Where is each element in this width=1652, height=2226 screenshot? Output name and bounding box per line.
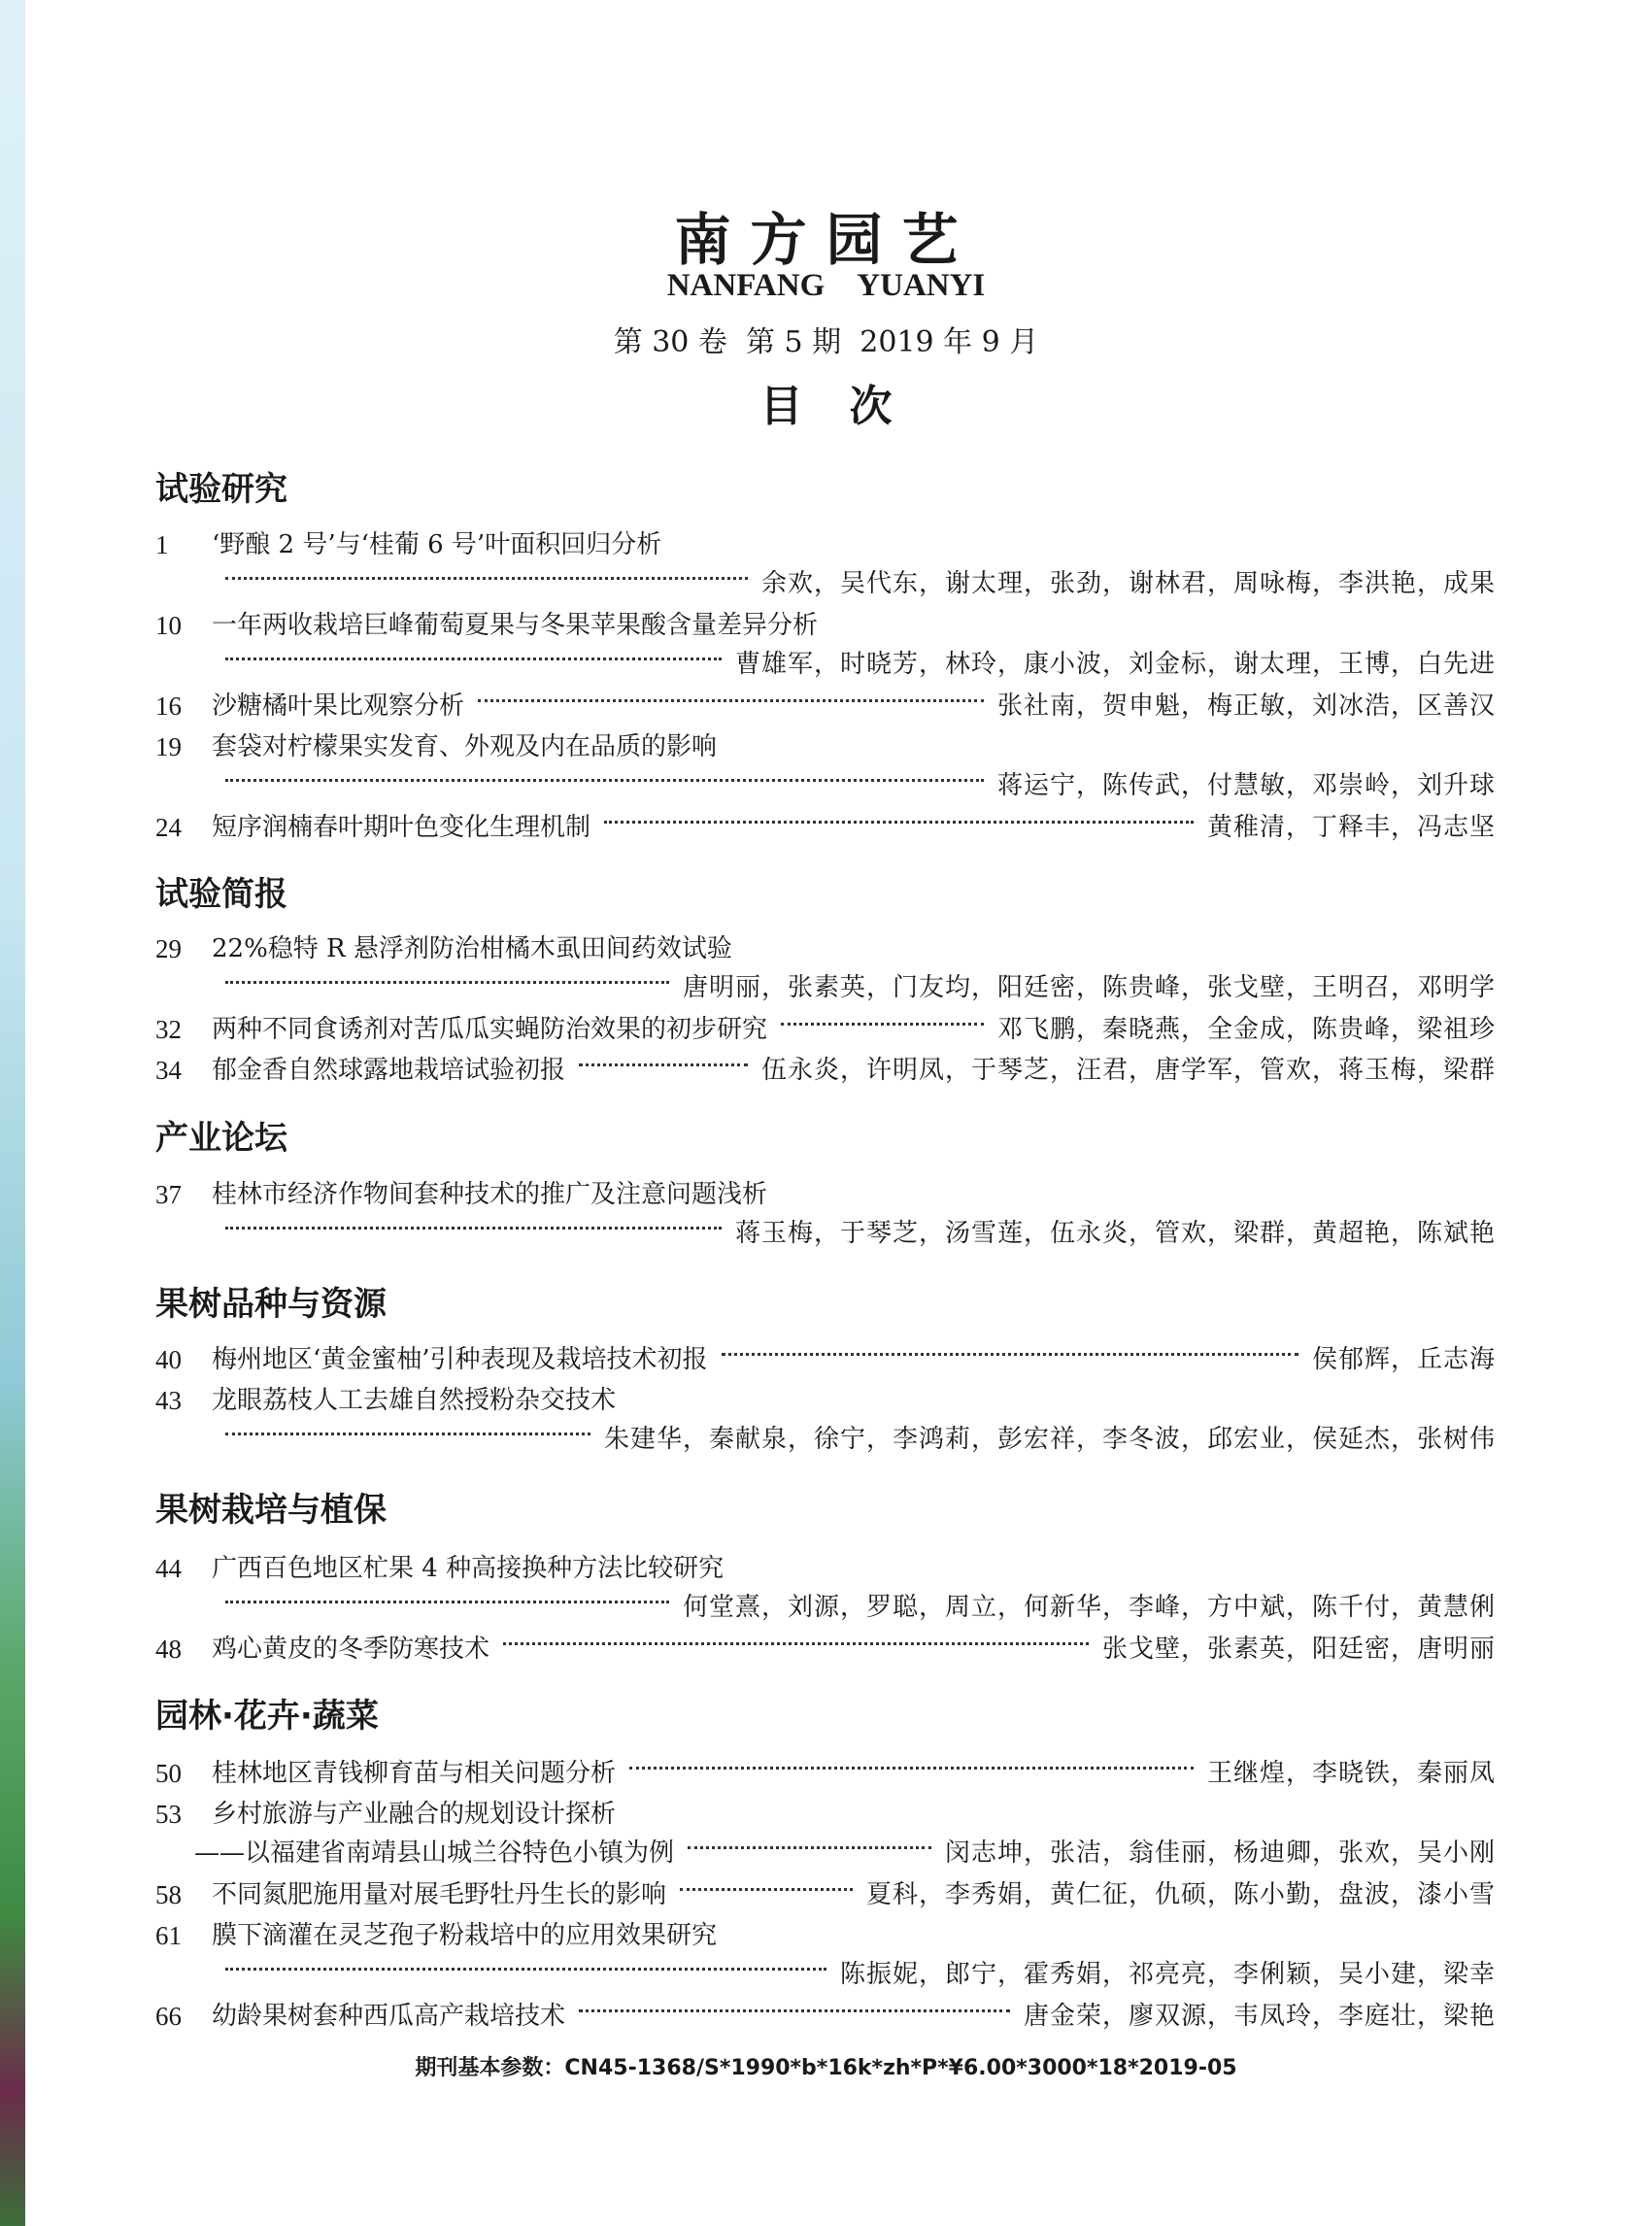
toc-entry[interactable] bbox=[155, 1997, 1496, 2036]
toc-entry[interactable] bbox=[155, 1795, 1496, 1872]
article-title: 22%稳特 R 悬浮剂防治柑橘木虱田间药效试验 bbox=[212, 934, 732, 963]
leader-dots bbox=[225, 577, 748, 580]
page-number: 50 bbox=[155, 1759, 182, 1788]
leader-dots bbox=[680, 1888, 853, 1891]
leader-dots bbox=[781, 1023, 984, 1026]
journal-pinyin: NANFANG YUANYI bbox=[666, 268, 986, 303]
leader-dots bbox=[629, 1767, 1194, 1770]
leader-dots bbox=[225, 658, 722, 660]
article-authors: 朱建华，秦献泉，徐宁，李鸿莉，彭宏祥，李冬波，邱宏业，侯延杰，张树伟 bbox=[603, 1425, 1496, 1454]
article-title: 沙糖橘叶果比观察分析 bbox=[212, 691, 465, 721]
leader-dots bbox=[225, 1601, 669, 1603]
article-title: 两种不同食诱剂对苦瓜瓜实蝇防治效果的初步研究 bbox=[212, 1015, 768, 1044]
page-number: 10 bbox=[155, 611, 182, 640]
article-authors: 王继煌，李晓铁，秦丽凤 bbox=[1206, 1759, 1496, 1788]
article-title: 膜下滴灌在灵芝孢子粉栽培中的应用效果研究 bbox=[212, 1921, 718, 1950]
leader-dots bbox=[225, 779, 984, 782]
article-authors: 陈振妮，郎宁，霍秀娟，祁亮亮，李俐颖，吴小建，梁幸 bbox=[839, 1960, 1496, 1989]
toc-entry[interactable] bbox=[155, 1630, 1496, 1669]
section-heading: 试验研究 bbox=[155, 470, 287, 509]
article-title: 套袋对柠檬果实发育、外观及内在品质的影响 bbox=[212, 732, 718, 761]
article-title: 鸡心黄皮的冬季防寒技术 bbox=[212, 1635, 490, 1664]
toc-entry[interactable] bbox=[155, 1175, 1496, 1253]
article-title: 桂林地区青钱柳育苗与相关问题分析 bbox=[212, 1759, 617, 1788]
leader-dots bbox=[579, 2009, 1010, 2012]
leader-dots bbox=[579, 1063, 748, 1066]
article-authors: 闵志坤，张洁，翁佳丽，杨迪卿，张欢，吴小刚 bbox=[944, 1838, 1496, 1868]
toc-entry[interactable] bbox=[155, 1754, 1496, 1793]
page-number: 1 bbox=[155, 530, 169, 559]
leader-dots bbox=[225, 1227, 722, 1230]
article-title: 短序润楠春叶期叶色变化生理机制 bbox=[212, 813, 591, 842]
article-title: 桂林市经济作物间套种技术的推广及注意问题浅析 bbox=[212, 1180, 768, 1209]
page-number: 16 bbox=[155, 691, 182, 721]
leader-dots bbox=[503, 1642, 1089, 1645]
article-title: 梅州地区‘黄金蜜柚’引种表现及栽培技术初报 bbox=[212, 1345, 708, 1374]
leader-dots bbox=[225, 981, 669, 984]
section-heading: 园林·花卉·蔬菜 bbox=[155, 1697, 379, 1736]
article-authors: 侯郁辉，丘志海 bbox=[1311, 1345, 1496, 1374]
leader-dots bbox=[478, 699, 984, 702]
page-number: 43 bbox=[155, 1386, 182, 1415]
article-authors: 张戈壁，张素英，阳廷密，唐明丽 bbox=[1101, 1635, 1496, 1664]
article-authors: 余欢，吴代东，谢太理，张劲，谢林君，周咏梅，李洪艳，成果 bbox=[760, 569, 1496, 598]
leader-dots bbox=[604, 821, 1194, 824]
toc-entry[interactable] bbox=[155, 1916, 1496, 1994]
leader-dots bbox=[225, 1433, 590, 1435]
article-title: 龙眼荔枝人工去雄自然授粉杂交技术 bbox=[212, 1386, 617, 1415]
article-authors: 唐明丽，张素英，门友均，阳廷密，陈贵峰，张戈壁，王明召，邓明学 bbox=[682, 973, 1496, 1002]
toc-entry[interactable] bbox=[155, 727, 1496, 805]
article-title: 不同氮肥施用量对展毛野牡丹生长的影响 bbox=[212, 1880, 667, 1909]
article-authors: 唐金荣，廖双源，韦凤玲，李庭壮，梁艳 bbox=[1023, 2002, 1496, 2031]
page-number: 53 bbox=[155, 1800, 182, 1829]
contents-heading: 目次 bbox=[759, 382, 939, 431]
toc-entry[interactable] bbox=[155, 687, 1496, 725]
toc-entry[interactable] bbox=[155, 525, 1496, 603]
page-number: 48 bbox=[155, 1635, 182, 1664]
issue-date: 2019 年 9 月 bbox=[860, 325, 1039, 359]
issue-number: 第 5 期 bbox=[746, 325, 842, 359]
article-title: 乡村旅游与产业融合的规划设计探析 bbox=[212, 1800, 617, 1829]
article-authors: 曹雄军，时晓芳，林玲，康小波，刘金标，谢太理，王博，白先进 bbox=[734, 650, 1496, 679]
page-number: 37 bbox=[155, 1180, 182, 1209]
toc-entry[interactable] bbox=[155, 1875, 1496, 1914]
article-authors: 邓飞鹏，秦晓燕，全金成，陈贵峰，梁祖珍 bbox=[996, 1015, 1496, 1044]
article-authors: 黄稚清，丁释丰，冯志坚 bbox=[1206, 813, 1496, 842]
page-number: 34 bbox=[155, 1056, 182, 1085]
page-number: 58 bbox=[155, 1880, 182, 1909]
toc-entry[interactable] bbox=[155, 1381, 1496, 1459]
article-subtitle: ——以福建省南靖县山城兰谷特色小镇为例 bbox=[194, 1838, 675, 1868]
article-authors: 张社南，贺申魁，梅正敏，刘冰浩，区善汉 bbox=[996, 691, 1496, 721]
toc-entry[interactable] bbox=[155, 1549, 1496, 1627]
article-title: ‘野酿 2 号’与‘桂葡 6 号’叶面积回归分析 bbox=[212, 530, 662, 559]
leader-dots bbox=[688, 1846, 931, 1849]
journal-title: 南方园艺 bbox=[674, 207, 978, 273]
section-heading: 果树栽培与植保 bbox=[155, 1491, 387, 1530]
toc-entry[interactable] bbox=[155, 1051, 1496, 1090]
article-title: 幼龄果树套种西瓜高产栽培技术 bbox=[212, 2002, 566, 2031]
page-number: 29 bbox=[155, 934, 182, 963]
page-number: 44 bbox=[155, 1554, 182, 1583]
article-title: 一年两收栽培巨峰葡萄夏果与冬果苹果酸含量差异分析 bbox=[212, 611, 819, 640]
section-heading: 产业论坛 bbox=[155, 1119, 287, 1158]
page-number: 24 bbox=[155, 813, 182, 842]
article-authors: 蒋运宁，陈传武，付慧敏，邓崇岭，刘升球 bbox=[996, 771, 1496, 800]
leader-dots bbox=[225, 1968, 826, 1971]
page-number: 40 bbox=[155, 1345, 182, 1374]
page-number: 66 bbox=[155, 2002, 182, 2031]
article-authors: 何堂熹，刘源，罗聪，周立，何新华，李峰，方中斌，陈千付，黄慧俐 bbox=[682, 1593, 1496, 1622]
article-title: 郁金香自然球露地栽培试验初报 bbox=[212, 1056, 566, 1085]
toc-entry[interactable] bbox=[155, 1010, 1496, 1049]
issue-info bbox=[0, 318, 1652, 360]
toc-entry[interactable] bbox=[155, 808, 1496, 847]
section-heading: 果树品种与资源 bbox=[155, 1285, 387, 1324]
leader-dots bbox=[722, 1353, 1298, 1356]
toc-entry[interactable] bbox=[155, 606, 1496, 684]
article-authors: 伍永炎，许明凤，于琴芝，汪君，唐学军，管欢，蒋玉梅，梁群 bbox=[760, 1056, 1496, 1085]
article-authors: 夏科，李秀娟，黄仁征，仇硕，陈小勤，盘波，漆小雪 bbox=[865, 1880, 1496, 1909]
toc-entry[interactable] bbox=[155, 929, 1496, 1007]
journal-parameters: 期刊基本参数：CN45-1368/S*1990*b*16k*zh*P*¥6.00*3000*18*2019-05 bbox=[415, 2056, 1237, 2080]
page-number: 19 bbox=[155, 732, 182, 761]
toc-entry[interactable] bbox=[155, 1340, 1496, 1379]
page-number: 32 bbox=[155, 1015, 182, 1044]
page-number: 61 bbox=[155, 1921, 182, 1950]
article-title: 广西百色地区杧果 4 种高接换种方法比较研究 bbox=[212, 1554, 725, 1583]
volume: 第 30 卷 bbox=[613, 325, 727, 359]
article-authors: 蒋玉梅，于琴芝，汤雪莲，伍永炎，管欢，梁群，黄超艳，陈斌艳 bbox=[734, 1219, 1496, 1248]
section-heading: 试验简报 bbox=[155, 875, 287, 914]
